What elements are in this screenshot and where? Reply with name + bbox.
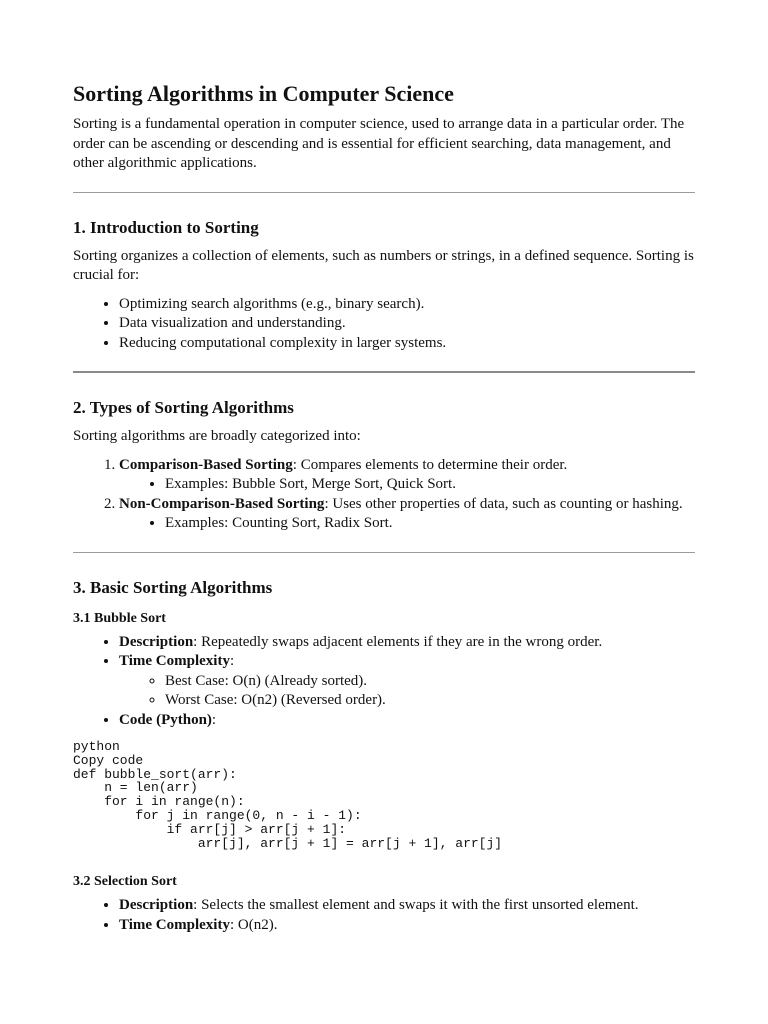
list-term: Comparison-Based Sorting [119, 456, 293, 473]
list-term: Description [119, 633, 194, 650]
list-desc: : [211, 711, 217, 728]
list-desc: : Compares elements to determine their order. [292, 456, 568, 473]
bullet-list [73, 896, 695, 935]
section-heading: 3. Basic Sorting Algorithms [73, 577, 273, 597]
section-heading: 2. Types of Sorting Algorithms [73, 398, 294, 417]
list-item: • Examples: Counting Sort, Radix Sort. [165, 514, 695, 534]
section-heading: 1. Introduction to Sorting [73, 217, 259, 237]
list-item [119, 456, 695, 495]
intro-paragraph: Sorting is a fundamental operation in computer science, used to arrange data in a particular order. The order can be ascending or descending and is essential for efficient searching, data management, and other algorithmic applications. [73, 116, 685, 171]
list-item: ◦ Best Case: O(n) (Already sorted). [165, 672, 695, 692]
section-introduction [73, 217, 695, 354]
nested-list [119, 514, 695, 534]
code-block: python Copy code def bubble_sort(arr): n = len(arr) for i in range(n): for j in range(0, n - i - 1): if arr[j] > arr[j + 1]: arr[j], arr[j + 1] = arr[j + 1], arr[j] [73, 739, 503, 851]
numbered-list [73, 456, 695, 534]
nested-list [119, 672, 695, 711]
list-item [119, 916, 695, 936]
divider [73, 552, 695, 553]
list-desc: : Repeatedly swaps adjacent elements if they are in the wrong order. [193, 633, 603, 650]
nested-list [119, 475, 695, 495]
list-item: • Data visualization and understanding. [119, 314, 695, 334]
bullet-list [73, 295, 695, 354]
section-basic-algorithms [73, 577, 695, 936]
list-term: Code (Python) [119, 711, 212, 728]
list-term: Non-Comparison-Based Sorting [119, 495, 325, 512]
list-item [119, 896, 695, 916]
section-paragraph: Sorting algorithms are broadly categorized into: [73, 428, 361, 444]
list-item [119, 652, 695, 711]
list-item [119, 711, 695, 731]
page-title: Sorting Algorithms in Computer Science [73, 81, 454, 106]
divider [73, 192, 695, 193]
list-desc: : Uses other properties of data, such as counting or hashing. [324, 495, 683, 512]
list-term: Description [119, 897, 194, 914]
list-desc: : O(n2). [229, 916, 278, 933]
list-item [119, 633, 695, 653]
section-paragraph: Sorting organizes a collection of elements, such as numbers or strings, in a defined sequence. Sorting is crucial for: [73, 247, 694, 283]
list-item [119, 495, 695, 534]
bullet-list [73, 633, 695, 731]
list-item: ◦ Worst Case: O(n2) (Reversed order). [165, 691, 695, 711]
list-item: • Reducing computational complexity in larger systems. [119, 334, 695, 354]
subsection-heading: 3.2 Selection Sort [73, 874, 177, 890]
list-desc: : Selects the smallest element and swaps it with the first unsorted element. [193, 897, 639, 914]
list-item: • Examples: Bubble Sort, Merge Sort, Quick Sort. [165, 475, 695, 495]
list-term: Time Complexity [119, 653, 230, 669]
section-types [73, 397, 695, 534]
list-desc: : [229, 653, 235, 669]
list-term: Time Complexity [119, 916, 230, 933]
divider [73, 371, 695, 373]
subsection-heading: 3.1 Bubble Sort [73, 610, 166, 626]
list-item: • Optimizing search algorithms (e.g., binary search). [119, 295, 695, 315]
